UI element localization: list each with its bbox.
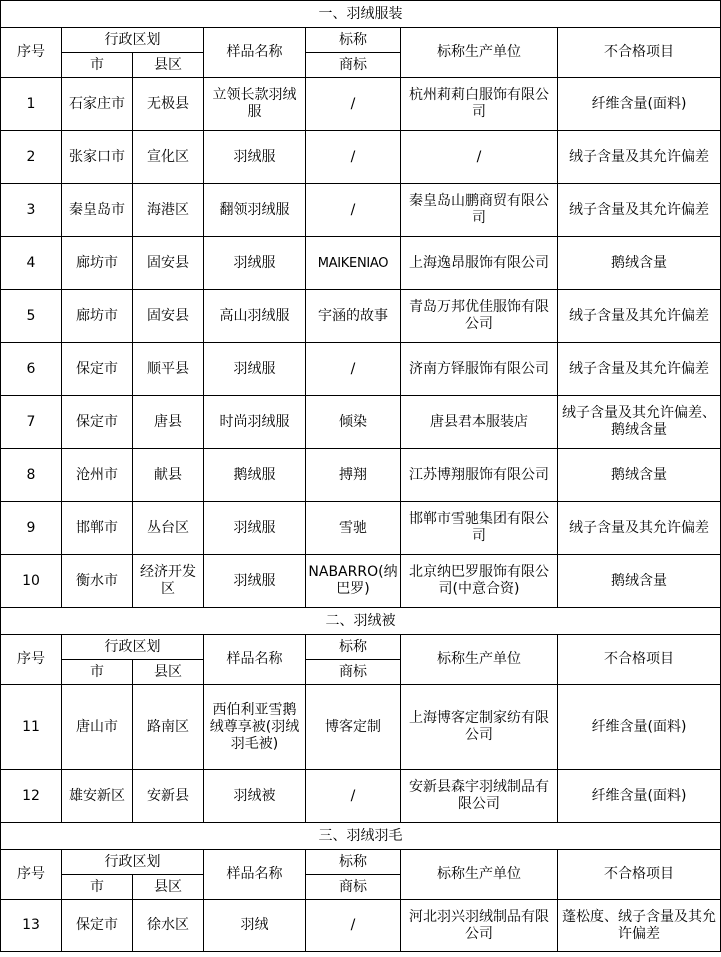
cell-city: 保定市: [62, 900, 133, 952]
cell-producer: 唐县君本服装店: [401, 396, 558, 449]
table-row: [1, 555, 721, 608]
cell-brand: /: [306, 78, 401, 131]
table-row: [1, 900, 721, 952]
cell-seq: 3: [1, 184, 62, 237]
cell-failed: 鹅绒含量: [558, 449, 721, 502]
cell-city: 保定市: [62, 343, 133, 396]
cell-county: 丛台区: [133, 502, 204, 555]
header-brand-bottom: 商标: [306, 875, 401, 900]
cell-city: 廊坊市: [62, 290, 133, 343]
cell-brand: 倾染: [306, 396, 401, 449]
cell-city: 雄安新区: [62, 770, 133, 823]
header-brand-bottom: 商标: [306, 53, 401, 78]
cell-sample: 羽绒被: [204, 770, 306, 823]
cell-brand: /: [306, 131, 401, 184]
cell-brand: 搏翔: [306, 449, 401, 502]
cell-brand: /: [306, 343, 401, 396]
table-row: [1, 131, 721, 184]
cell-failed: 纤维含量(面料): [558, 685, 721, 770]
cell-producer: 秦皇岛山鹏商贸有限公司: [401, 184, 558, 237]
cell-sample: 高山羽绒服: [204, 290, 306, 343]
header-region: 行政区划: [62, 28, 204, 53]
cell-producer: 上海逸昂服饰有限公司: [401, 237, 558, 290]
header-brand-top: 标称: [306, 28, 401, 53]
cell-city: 唐山市: [62, 685, 133, 770]
cell-seq: 7: [1, 396, 62, 449]
cell-sample: 羽绒服: [204, 237, 306, 290]
cell-brand: 宇涵的故事: [306, 290, 401, 343]
cell-county: 安新县: [133, 770, 204, 823]
cell-sample: 翻领羽绒服: [204, 184, 306, 237]
header-region: 行政区划: [62, 635, 204, 660]
cell-county: 唐县: [133, 396, 204, 449]
cell-failed: 绒子含量及其允许偏差: [558, 184, 721, 237]
section-title: 一、羽绒服装: [1, 1, 721, 28]
cell-city: 保定市: [62, 396, 133, 449]
cell-seq: 13: [1, 900, 62, 952]
cell-city: 廊坊市: [62, 237, 133, 290]
cell-county: 顺平县: [133, 343, 204, 396]
header-city: 市: [62, 875, 133, 900]
header-brand-bottom: 商标: [306, 660, 401, 685]
table-row: [1, 237, 721, 290]
cell-sample: 羽绒服: [204, 555, 306, 608]
header-seq: 序号: [1, 635, 62, 685]
cell-failed: 绒子含量及其允许偏差: [558, 131, 721, 184]
cell-county: 徐水区: [133, 900, 204, 952]
cell-city: 石家庄市: [62, 78, 133, 131]
header-city: 市: [62, 53, 133, 78]
cell-seq: 11: [1, 685, 62, 770]
header-failed: 不合格项目: [558, 850, 721, 900]
cell-failed: 蓬松度、绒子含量及其允许偏差: [558, 900, 721, 952]
table-row: [1, 343, 721, 396]
cell-brand: /: [306, 184, 401, 237]
header-producer: 标称生产单位: [401, 28, 558, 78]
cell-seq: 6: [1, 343, 62, 396]
header-failed: 不合格项目: [558, 635, 721, 685]
table-row: [1, 685, 721, 770]
cell-sample: 立领长款羽绒服: [204, 78, 306, 131]
cell-county: 献县: [133, 449, 204, 502]
table-row: [1, 502, 721, 555]
cell-city: 衡水市: [62, 555, 133, 608]
header-county: 县区: [133, 53, 204, 78]
header-brand-top: 标称: [306, 850, 401, 875]
header-region: 行政区划: [62, 850, 204, 875]
cell-brand: /: [306, 900, 401, 952]
cell-seq: 5: [1, 290, 62, 343]
cell-county: 宣化区: [133, 131, 204, 184]
cell-county: 路南区: [133, 685, 204, 770]
table-row: [1, 396, 721, 449]
cell-seq: 9: [1, 502, 62, 555]
cell-sample: 羽绒: [204, 900, 306, 952]
cell-city: 沧州市: [62, 449, 133, 502]
cell-sample: 西伯利亚雪鹅绒尊享被(羽绒羽毛被): [204, 685, 306, 770]
cell-failed: 鹅绒含量: [558, 237, 721, 290]
cell-city: 张家口市: [62, 131, 133, 184]
cell-county: 无极县: [133, 78, 204, 131]
cell-city: 邯郸市: [62, 502, 133, 555]
cell-producer: 北京纳巴罗服饰有限公司(中意合资): [401, 555, 558, 608]
header-sample: 样品名称: [204, 635, 306, 685]
header-county: 县区: [133, 660, 204, 685]
header-seq: 序号: [1, 28, 62, 78]
header-producer: 标称生产单位: [401, 635, 558, 685]
cell-sample: 鹅绒服: [204, 449, 306, 502]
header-sample: 样品名称: [204, 28, 306, 78]
cell-producer: 上海博客定制家纺有限公司: [401, 685, 558, 770]
cell-seq: 10: [1, 555, 62, 608]
cell-county: 固安县: [133, 290, 204, 343]
header-city: 市: [62, 660, 133, 685]
cell-county: 经济开发区: [133, 555, 204, 608]
cell-producer: 邯郸市雪驰集团有限公司: [401, 502, 558, 555]
cell-failed: 绒子含量及其允许偏差: [558, 502, 721, 555]
cell-sample: 羽绒服: [204, 502, 306, 555]
cell-failed: 纤维含量(面料): [558, 78, 721, 131]
header-failed: 不合格项目: [558, 28, 721, 78]
cell-producer: 河北羽兴羽绒制品有限公司: [401, 900, 558, 952]
header-sample: 样品名称: [204, 850, 306, 900]
cell-brand: NABARRO(纳巴罗): [306, 555, 401, 608]
cell-seq: 1: [1, 78, 62, 131]
cell-failed: 纤维含量(面料): [558, 770, 721, 823]
cell-brand: 博客定制: [306, 685, 401, 770]
header-brand-top: 标称: [306, 635, 401, 660]
section-title: 三、羽绒羽毛: [1, 823, 721, 850]
cell-sample: 羽绒服: [204, 343, 306, 396]
cell-sample: 羽绒服: [204, 131, 306, 184]
cell-producer: 青岛万邦优佳服饰有限公司: [401, 290, 558, 343]
cell-producer: /: [401, 131, 558, 184]
cell-seq: 2: [1, 131, 62, 184]
cell-sample: 时尚羽绒服: [204, 396, 306, 449]
cell-failed: 鹅绒含量: [558, 555, 721, 608]
cell-county: 固安县: [133, 237, 204, 290]
cell-brand: 雪驰: [306, 502, 401, 555]
cell-seq: 8: [1, 449, 62, 502]
cell-producer: 济南方铎服饰有限公司: [401, 343, 558, 396]
cell-producer: 安新县森宇羽绒制品有限公司: [401, 770, 558, 823]
table-row: [1, 184, 721, 237]
cell-producer: 江苏博翔服饰有限公司: [401, 449, 558, 502]
cell-brand: /: [306, 770, 401, 823]
cell-seq: 4: [1, 237, 62, 290]
header-producer: 标称生产单位: [401, 850, 558, 900]
table-row: [1, 770, 721, 823]
section-title: 二、羽绒被: [1, 608, 721, 635]
cell-failed: 绒子含量及其允许偏差: [558, 290, 721, 343]
header-seq: 序号: [1, 850, 62, 900]
header-county: 县区: [133, 875, 204, 900]
cell-city: 秦皇岛市: [62, 184, 133, 237]
cell-seq: 12: [1, 770, 62, 823]
table-row: [1, 290, 721, 343]
table-row: [1, 449, 721, 502]
cell-brand: MAIKENIAO: [306, 237, 401, 290]
table-row: [1, 78, 721, 131]
cell-producer: 杭州莉莉白服饰有限公司: [401, 78, 558, 131]
cell-failed: 绒子含量及其允许偏差、鹅绒含量: [558, 396, 721, 449]
cell-failed: 绒子含量及其允许偏差: [558, 343, 721, 396]
cell-county: 海港区: [133, 184, 204, 237]
